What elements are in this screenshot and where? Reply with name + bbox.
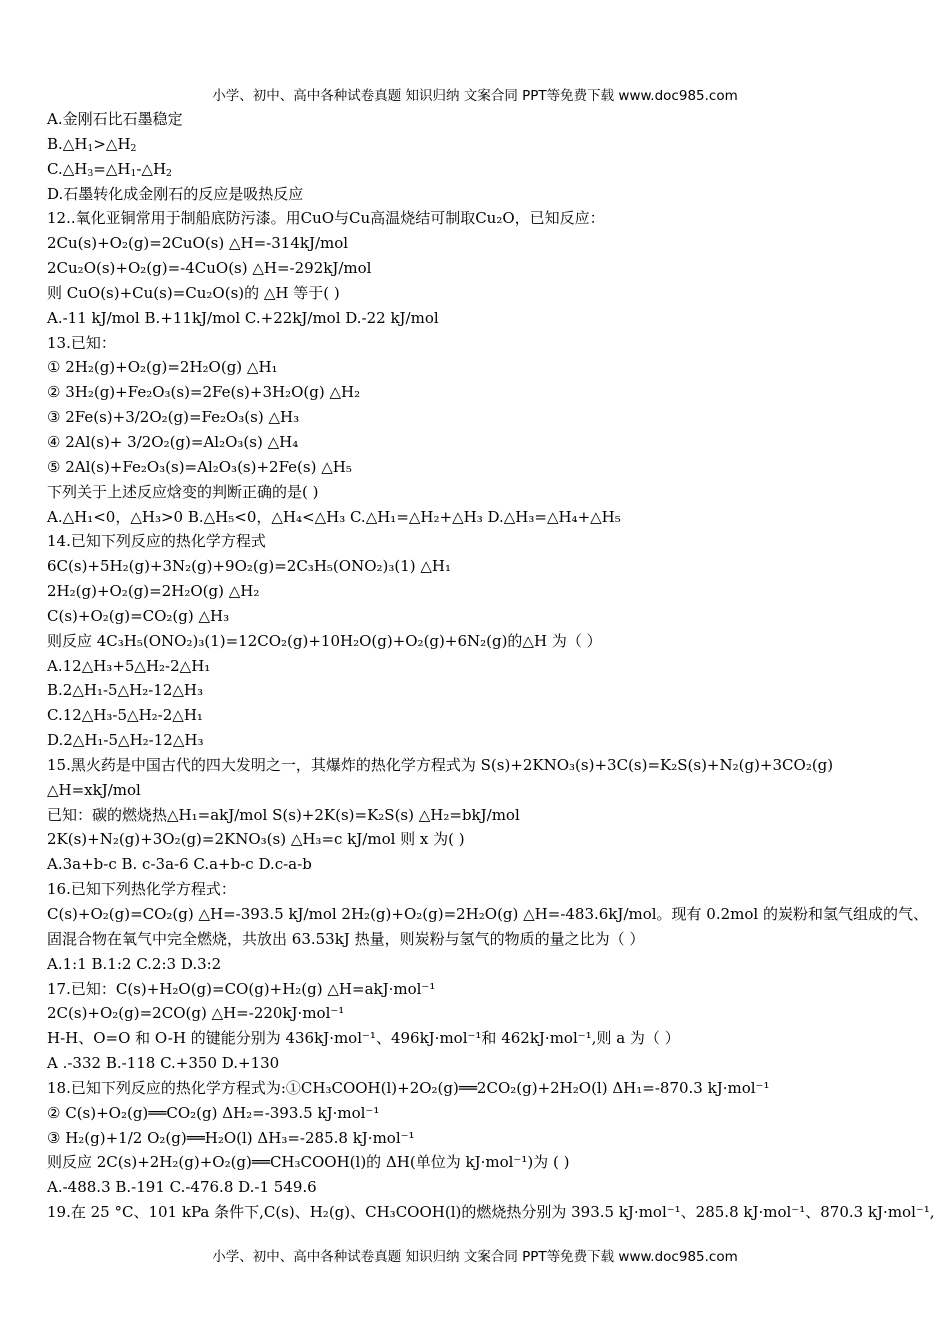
document-body — [47, 107, 935, 1225]
text-line: ② 3H₂(g)+Fe₂O₃(s)=2Fe(s)+3H₂O(g) △H₂ — [47, 383, 361, 402]
text-line: ③ H₂(g)+1/2 O₂(g)══H₂O(l) ΔH₃=-285.8 kJ·mol⁻¹ — [47, 1128, 415, 1147]
question-18: 18.已知下列反应的热化学方程式为:①CH₃COOH(l)+2O₂(g)══2CO₂(g)+2H₂O(l) ΔH₁=-870.3 kJ·mol⁻¹ — [47, 1078, 770, 1097]
text-line: ③ 2Fe(s)+3/2O₂(g)=Fe₂O₃(s) △H₃ — [47, 408, 300, 427]
answer-options: A.3a+b-c B. c-3a-6 C.a+b-c D.c-a-b — [47, 855, 312, 874]
text-line: 2Cu₂O(s)+O₂(g)=-4CuO(s) △H=-292kJ/mol — [47, 259, 372, 278]
text-line: 2K(s)+N₂(g)+3O₂(g)=2KNO₃(s) △H₃=c kJ/mol 则 x 为( ) — [47, 830, 465, 849]
text-line: B.2△H₁-5△H₂-12△H₃ — [47, 681, 203, 700]
text-line: A.金刚石比石墨稳定 — [47, 110, 183, 128]
text-line: 则 CuO(s)+Cu(s)=Cu₂O(s)的 △H 等于( ) — [47, 283, 340, 302]
text-line: 2C(s)+O₂(g)=2CO(g) △H=-220kJ·mol⁻¹ — [47, 1004, 345, 1023]
question-13: 13.已知： — [47, 333, 116, 352]
text-line: 2Cu(s)+O₂(g)=2CuO(s) △H=-314kJ/mol — [47, 234, 349, 253]
text-line: A.12△H₃+5△H₂-2△H₁ — [47, 656, 211, 675]
answer-options: A.-488.3 B.-191 C.-476.8 D.-1 549.6 — [47, 1178, 317, 1197]
text-line: ⑤ 2Al(s)+Fe₂O₃(s)=Al₂O₃(s)+2Fe(s) △H₅ — [47, 457, 352, 476]
text-line: 则反应 2C(s)+2H₂(g)+O₂(g)══CH₃COOH(l)的 ΔH(单位为 kJ·mol⁻¹)为 ( ) — [47, 1153, 570, 1172]
text-line: ② C(s)+O₂(g)══CO₂(g) ΔH₂=-393.5 kJ·mol⁻¹ — [47, 1103, 380, 1122]
page-footer: 小学、初中、高中各种试卷真题 知识归纳 文案合同 PPT等免费下载 www.doc985.com — [212, 1249, 738, 1265]
text-line: $B.\triangle H_1>\triangle H_2$ — [47, 134, 137, 154]
answer-options: A .-332 B.-118 C.+350 D.+130 — [47, 1054, 280, 1073]
text-line: 固混合物在氧气中完全燃烧，共放出 63.53kJ 热量，则炭粉与氢气的物质的量之比为（ ） — [47, 929, 645, 948]
answer-options: A.-11 kJ/mol B.+11kJ/mol C.+22kJ/mol D.-22 kJ/mol — [47, 308, 439, 327]
question-15: 15.黑火药是中国古代的四大发明之一，其爆炸的热化学方程式为 S(s)+2KNO₃(s)+3C(s)=K₂S(s)+N₂(g)+3CO₂(g) — [47, 755, 834, 774]
text-line: 6C(s)+5H₂(g)+3N₂(g)+9O₂(g)=2C₃H₅(ONO₂)₃(1) △H₁ — [47, 557, 452, 576]
text-line: △H=xkJ/mol — [47, 780, 141, 799]
text-line: C(s)+O₂(g)=CO₂(g) △H₃ — [47, 606, 230, 625]
text-line: $C.\triangle H_3=\triangle H_1-\triangle H_2$ — [47, 159, 172, 179]
text-line: C.12△H₃-5△H₂-2△H₁ — [47, 706, 203, 725]
text-line: D.2△H₁-5△H₂-12△H₃ — [47, 731, 204, 750]
text-line: ④ 2Al(s)+ 3/2O₂(g)=Al₂O₃(s) △H₄ — [47, 432, 299, 451]
text-line: ① 2H₂(g)+O₂(g)=2H₂O(g) △H₁ — [47, 358, 278, 377]
text-line: 下列关于上述反应焓变的判断正确的是( ) — [47, 482, 319, 501]
answer-options: A.△H₁<0，△H₃>0 B.△H₅<0，△H₄<△H₃ C.△H₁=△H₂+△H₃ D.△H₃=△H₄+△H₅ — [47, 507, 621, 526]
text-line: C(s)+O₂(g)=CO₂(g) △H=-393.5 kJ/mol 2H₂(g)+O₂(g)=2H₂O(g) △H=-483.6kJ/mol。现有 0.2mol 的炭粉和氢气组成的气、 — [47, 905, 928, 923]
text-line: D.石墨转化成金刚石的反应是吸热反应 — [47, 184, 304, 203]
text-line: 已知：碳的燃烧热△H₁=akJ/mol S(s)+2K(s)=K₂S(s) △H₂=bkJ/mol — [47, 805, 520, 824]
question-19: 19.在 25 °C、101 kPa 条件下,C(s)、H₂(g)、CH₃COOH(l)的燃烧热分别为 393.5 kJ·mol⁻¹、285.8 kJ·mol⁻¹、870.3 kJ·mol⁻¹, — [47, 1203, 935, 1222]
text-line: 则反应 4C₃H₅(ONO₂)₃(1)=12CO₂(g)+10H₂O(g)+O₂(g)+6N₂(g)的△H 为（ ） — [47, 631, 602, 650]
question-17: 17.已知：C(s)+H₂O(g)=CO(g)+H₂(g) △H=akJ·mol⁻¹ — [47, 979, 436, 998]
answer-options: A.1:1 B.1:2 C.2:3 D.3:2 — [47, 954, 222, 973]
text-line: 2H₂(g)+O₂(g)=2H₂O(g) △H₂ — [47, 582, 260, 601]
question-14: 14.已知下列反应的热化学方程式 — [47, 532, 266, 551]
question-16: 16.已知下列热化学方程式： — [47, 880, 236, 899]
page-header: 小学、初中、高中各种试卷真题 知识归纳 文案合同 PPT等免费下载 www.doc985.com — [212, 88, 738, 104]
text-line: H-H、O=O 和 O-H 的键能分别为 436kJ·mol⁻¹、496kJ·mol⁻¹和 462kJ·mol⁻¹,则 a 为（ ） — [47, 1029, 680, 1048]
question-12: 12..氧化亚铜常用于制船底防污漆。用CuO与Cu高温烧结可制取Cu₂O，已知反应： — [47, 209, 605, 228]
